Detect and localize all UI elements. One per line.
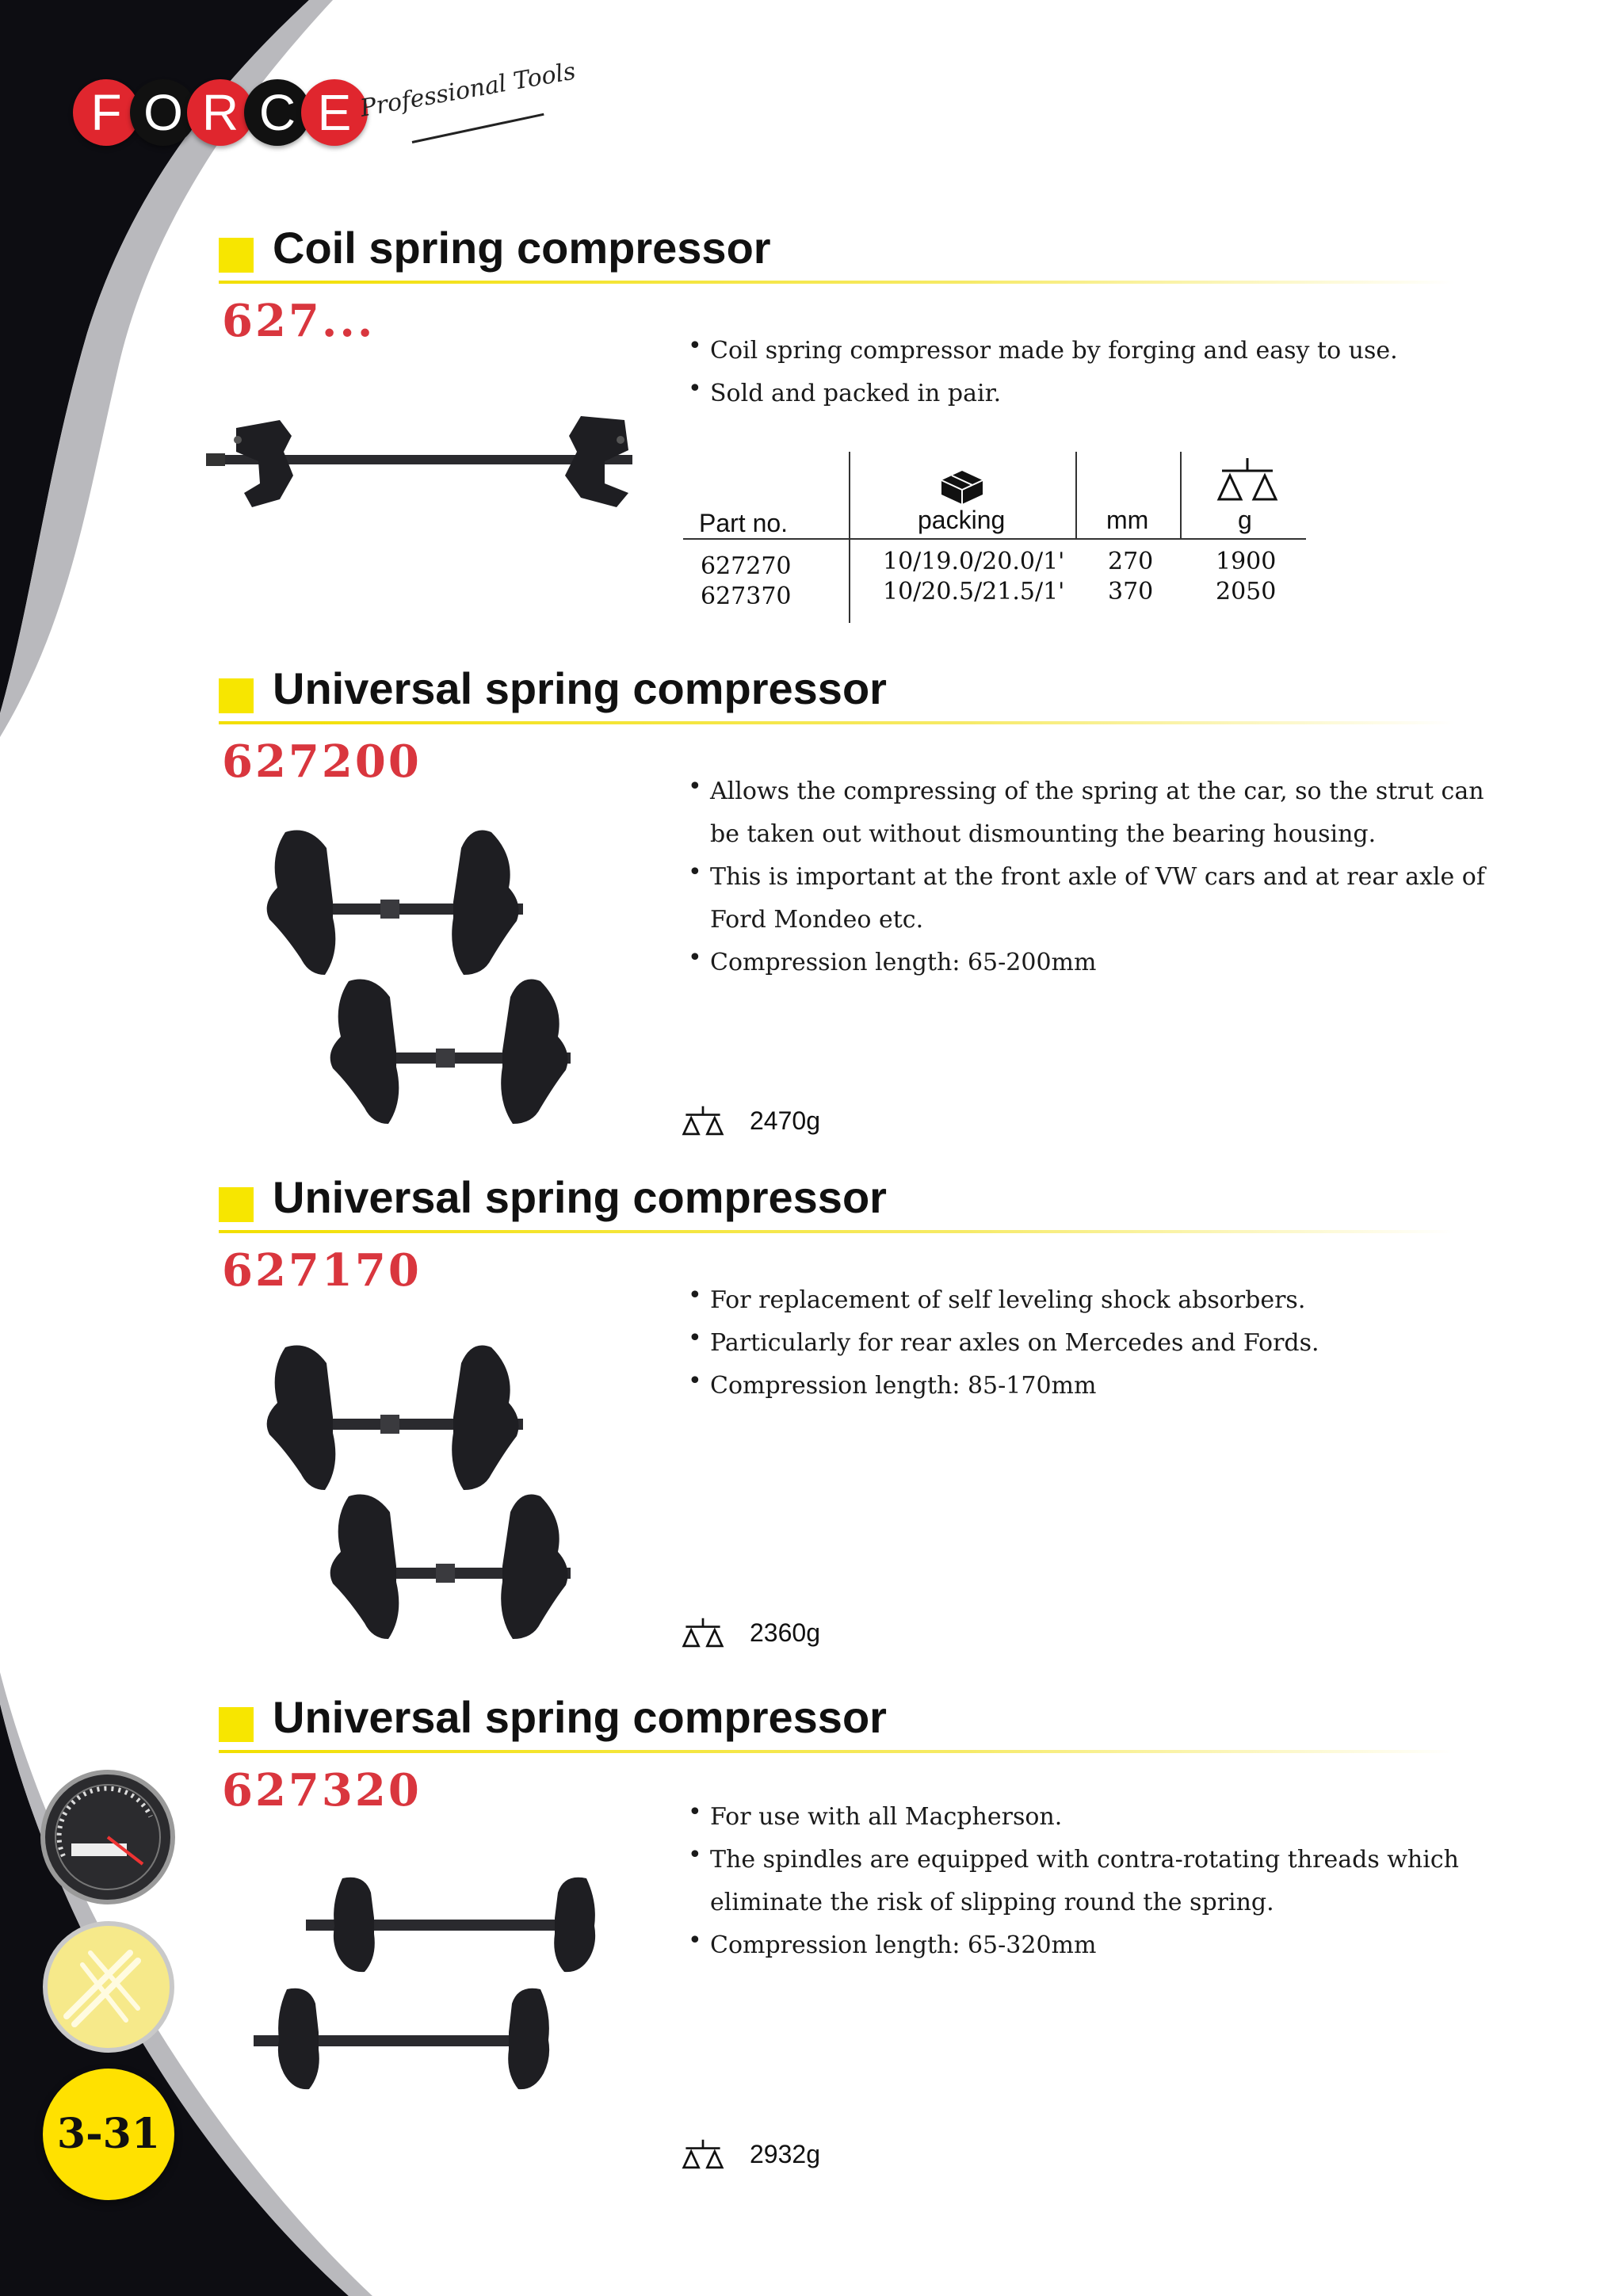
column-header: mm — [1106, 506, 1149, 534]
feature-text: Particularly for rear axles on Mercedes and Fords. — [710, 1329, 1319, 1357]
logo-letter: R — [187, 79, 254, 146]
spec-table — [683, 450, 1306, 625]
feature-item: • The spindles are equipped with contra-rotating threads which eliminate the risk of slipping round the spring. — [688, 1841, 1459, 1916]
feature-item: • For replacement of self leveling shock absorbers. — [688, 1282, 1306, 1314]
tools-icon — [43, 1921, 174, 2053]
table-cell: 1900 — [1216, 548, 1277, 575]
table-cell: 270 — [1108, 548, 1154, 575]
section-title: Coil spring compressor — [273, 223, 771, 273]
scale-icon — [682, 2138, 724, 2173]
feature-text: For use with all Macpherson. — [710, 1803, 1063, 1831]
box-icon — [938, 466, 986, 506]
section-title: Universal spring compressor — [273, 663, 887, 713]
part-number: 627320 — [222, 1764, 422, 1817]
weight-value: 2360g — [750, 1618, 820, 1647]
section-header — [219, 1690, 1455, 1745]
macpherson-compressor-image — [246, 1870, 626, 2100]
feature-text: The spindles are equipped with contra-rotating threads which eliminate the risk of slipping round the spring. — [710, 1846, 1459, 1916]
feature-item: • Compression length: 85-170mm — [688, 1367, 1097, 1400]
feature-item: • Coil spring compressor made by forging and easy to use. — [688, 332, 1398, 365]
part-number: 627200 — [222, 735, 422, 788]
section-title: Universal spring compressor — [273, 1172, 887, 1222]
table-cell: 10/20.5/21.5/1' — [883, 578, 1065, 606]
scale-icon — [682, 1617, 724, 1652]
feature-item: • Particularly for rear axles on Mercedes and Fords. — [688, 1324, 1319, 1357]
scale-icon — [1216, 457, 1279, 507]
feature-text: Sold and packed in pair. — [710, 380, 1002, 407]
feature-list — [688, 770, 1510, 984]
section-rule — [219, 281, 1455, 284]
section-title: Universal spring compressor — [273, 1692, 887, 1742]
section-marker — [219, 1707, 254, 1742]
weight-value: 2470g — [750, 1106, 820, 1135]
feature-item: • Compression length: 65-200mm — [688, 944, 1097, 976]
scale-icon — [682, 1105, 724, 1140]
section-marker — [219, 678, 254, 713]
coil-spring-compressor-image — [204, 404, 656, 523]
brand-tagline: Professional Tools — [357, 57, 578, 123]
table-cell: 627270 — [701, 552, 792, 580]
feature-text: For replacement of self leveling shock absorbers. — [710, 1286, 1306, 1314]
column-header: g — [1238, 506, 1252, 534]
section-header — [219, 220, 1455, 276]
feature-item: • For use with all Macpherson. — [688, 1798, 1063, 1831]
table-cell: 2050 — [1216, 578, 1277, 606]
section-marker — [219, 238, 254, 273]
page-number-badge: 3-31 — [43, 2069, 174, 2200]
section-header — [219, 1170, 1455, 1225]
feature-text: This is important at the front axle of VW cars and at rear axle of Ford Mondeo etc. — [710, 863, 1485, 934]
table-cell: 10/19.0/20.0/1' — [883, 548, 1065, 575]
section-header — [219, 661, 1455, 716]
logo-letter: C — [244, 79, 311, 146]
section-rule — [219, 721, 1455, 724]
part-number: 627... — [222, 295, 376, 347]
section-rule — [219, 1230, 1455, 1233]
section-marker — [219, 1187, 254, 1222]
feature-list — [688, 1796, 1503, 1967]
logo-letter: E — [301, 79, 368, 146]
feature-text: Compression length: 65-200mm — [710, 949, 1097, 976]
logo-letter: F — [73, 79, 139, 146]
feature-item: • This is important at the front axle of VW cars and at rear axle of Ford Mondeo etc. — [688, 858, 1485, 934]
logo-letter: O — [130, 79, 197, 146]
universal-compressor-image — [254, 1331, 586, 1641]
universal-compressor-image — [254, 816, 586, 1125]
part-number: 627170 — [222, 1244, 422, 1297]
speedometer-icon — [40, 1769, 176, 1905]
table-cell: 627370 — [701, 583, 792, 610]
section-rule — [219, 1750, 1455, 1753]
column-header: packing — [918, 506, 1006, 534]
feature-list — [688, 1279, 1319, 1408]
feature-item: • Compression length: 65-320mm — [688, 1927, 1097, 1959]
brand-logo — [73, 79, 358, 159]
feature-text: Allows the compressing of the spring at the car, so the strut can be taken out without dismounting the bearing housing. — [710, 777, 1484, 848]
table-cell: 370 — [1108, 578, 1154, 606]
feature-list — [688, 330, 1398, 415]
feature-text: Coil spring compressor made by forging and easy to use. — [710, 337, 1398, 365]
feature-item: • Allows the compressing of the spring at the car, so the strut can be taken out without dismounting the bearing housing. — [688, 773, 1484, 848]
feature-text: Compression length: 85-170mm — [710, 1372, 1097, 1400]
column-header: Part no. — [699, 509, 789, 537]
feature-item: • Sold and packed in pair. — [688, 375, 1002, 407]
feature-text: Compression length: 65-320mm — [710, 1931, 1097, 1959]
weight-value: 2932g — [750, 2140, 820, 2168]
